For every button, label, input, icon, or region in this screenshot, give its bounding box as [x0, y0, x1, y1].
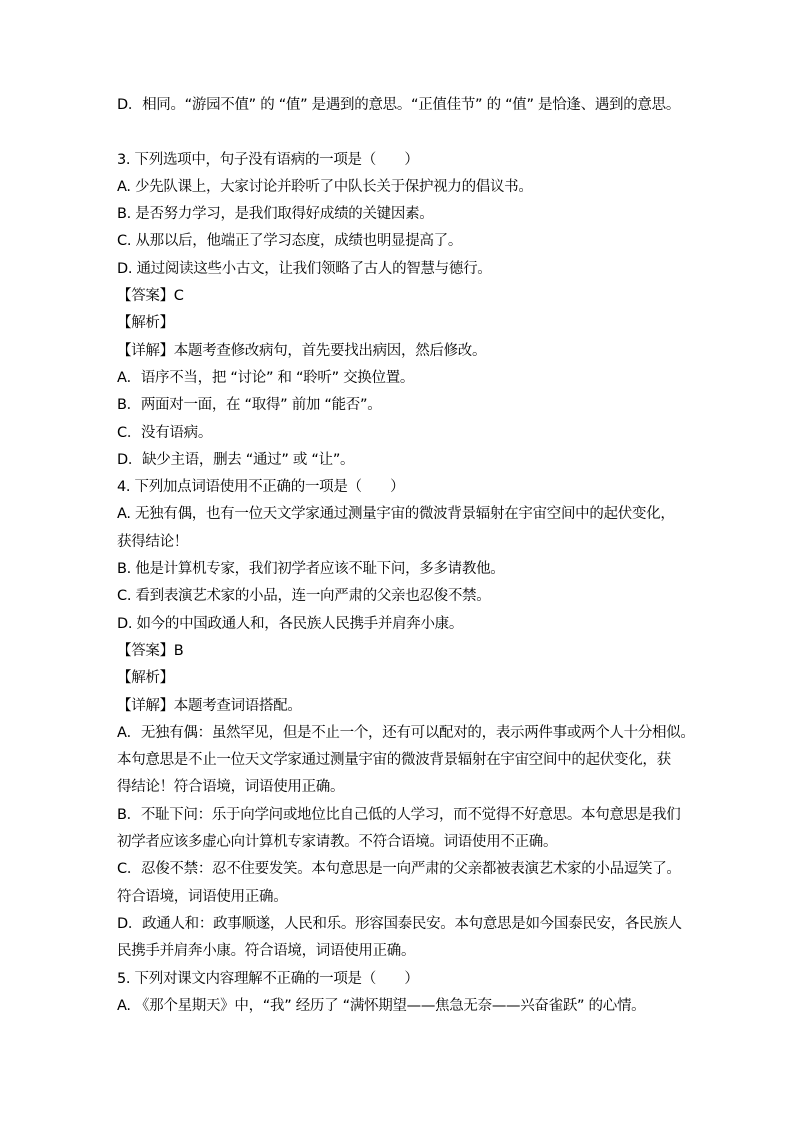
- option-a-cont: 获得结论！: [117, 533, 188, 550]
- option-a: A. 无独有偶，也有一位天文学家通过测量宇宙的微波背景辐射在宇宙空间中的起伏变化，: [117, 506, 675, 523]
- analysis-heading: 【解析】: [117, 670, 174, 687]
- explanation-c-cont: 符合语境，词语使用正确。: [117, 888, 288, 905]
- explanation-b-cont: 初学者应该多虚心向计算机专家请教。不符合语境。词语使用不正确。: [117, 834, 558, 851]
- explanation-a: A．无独有偶：虽然罕见，但是不止一个，还有可以配对的，表示两件事或两个人十分相似。: [117, 724, 695, 741]
- explanation-a-cont: 本句意思是不止一位天文学家通过测量宇宙的微波背景辐射在宇宙空间中的起伏变化，获: [117, 752, 671, 769]
- explanation-d: D．政通人和：政事顺遂，人民和乐。形容国泰民安。本句意思是如今国泰民安，各民族人: [117, 915, 682, 932]
- explanation-b: B．不耻下问：乐于向学问或地位比自己低的人学习，而不觉得不好意思。本句意思是我们: [117, 806, 681, 823]
- answer: 【答案】B: [117, 642, 184, 659]
- question-4: 4. 下列加点词语使用不正确的一项是（ ）: [117, 479, 405, 496]
- question-3: 3. 下列选项中，句子没有语病的一项是（ ）: [117, 151, 419, 168]
- option-d: D. 通过阅读这些小古文，让我们领略了古人的智慧与德行。: [117, 260, 492, 277]
- explanation: 【详解】本题考查修改病句，首先要找出病因，然后修改。: [117, 342, 487, 359]
- option-b: B. 是否努力学习，是我们取得好成绩的关键因素。: [117, 206, 434, 223]
- option-a: A. 少先队课上，大家讨论并聆听了中队长关于保护视力的倡议书。: [117, 178, 533, 195]
- explanation: 【详解】本题考查词语搭配。: [117, 697, 302, 714]
- answer: 【答案】C: [117, 288, 184, 305]
- option-c: C. 从那以后，他端正了学习态度，成绩也明显提高了。: [117, 233, 463, 250]
- option-d-q2: D．相同。“游园不值” 的 “值” 是遇到的意思。“正值佳节” 的 “值” 是恰逢、遇到的意思。: [117, 97, 681, 113]
- explanation-d-cont: 民携手并肩奔小康。符合语境，词语使用正确。: [117, 943, 416, 960]
- option-c: C. 看到表演艺术家的小品，连一向严肃的父亲也忍俊不禁。: [117, 588, 491, 605]
- explanation-c: C．没有语病。: [117, 424, 213, 441]
- explanation-a: A．语序不当，把 “讨论” 和 “聆听” 交换位置。: [117, 369, 415, 386]
- explanation-a-cont: 得结论！符合语境，词语使用正确。: [117, 779, 345, 796]
- option-a: A. 《那个星期天》中，“我” 经历了 “满怀期望——焦急无奈——兴奋雀跃” 的心情。: [117, 997, 646, 1014]
- question-5: 5. 下列对课文内容理解不正确的一项是（ ）: [117, 970, 419, 987]
- option-b: B. 他是计算机专家，我们初学者应该不耻下问，多多请教他。: [117, 561, 505, 578]
- explanation-b: B．两面对一面，在 “取得” 前加 “能否”。: [117, 397, 382, 414]
- explanation-c: C．忍俊不禁：忍不住要发笑。本句意思是一向严肃的父亲都被表演艺术家的小品逗笑了。: [117, 861, 681, 878]
- document-page: [117, 92, 707, 1020]
- explanation-d: D．缺少主语，删去 “通过” 或 “让”。: [117, 451, 355, 468]
- blank-line: [117, 119, 707, 146]
- analysis-heading: 【解析】: [117, 315, 174, 332]
- option-d: D. 如今的中国政通人和，各民族人民携手并肩奔小康。: [117, 615, 464, 632]
